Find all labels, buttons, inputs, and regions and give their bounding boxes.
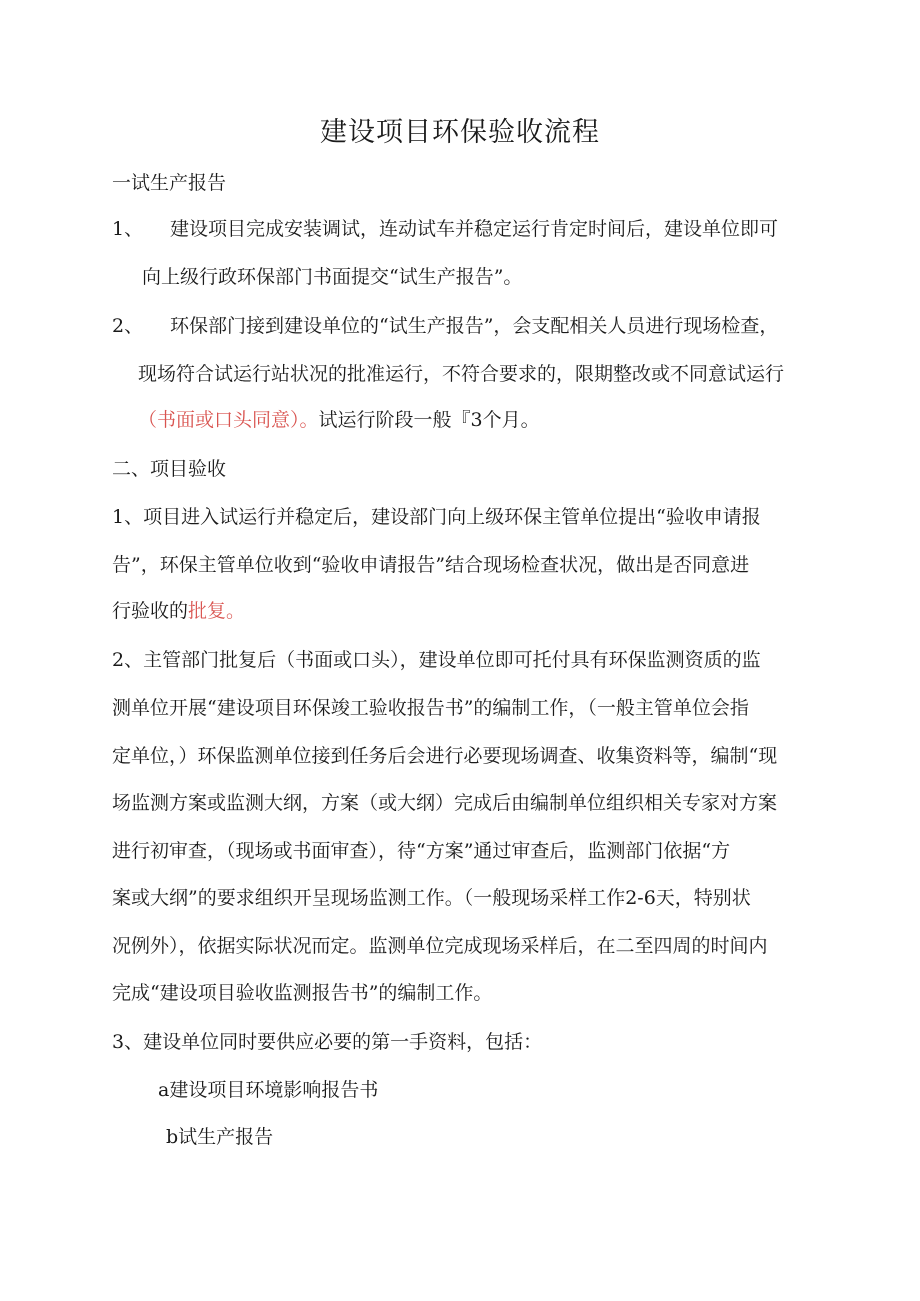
section1-item2-line1 — [112, 313, 778, 339]
section2-item2-line6: 案或大纲”的要求组织开呈现场监测工作。（一般现场采样工作2-6天，特别状 — [112, 887, 751, 909]
section2-heading: 二、项目验收 — [112, 458, 227, 480]
section2-item1-line3-prefix: 行验收的 — [112, 600, 189, 622]
section1-item1-line1 — [112, 216, 778, 242]
section2-item2-line1: 2、主管部门批复后（书面或口头），建设单位即可托付具有环保监测资质的监 — [112, 649, 761, 671]
section2-item2-line3: 定单位，）环保监测单位接到任务后会进行必要现场调查、收集资料等，编制“现 — [112, 745, 778, 767]
section2-item2-line7: 况例外），依据实际状况而定。监测单位完成现场采样后，在二至四周的时间内 — [112, 935, 768, 957]
section1-item1-line2: 向上级行政环保部门书面提交“试生产报告”。 — [142, 266, 523, 288]
section1-item2-number: 2、 — [112, 315, 144, 337]
section2-item1-line2: 告”，环保主管单位收到“验收申请报告”结合现场检查状况，做出是否同意进 — [112, 554, 750, 576]
section2-item1-line1: 1、项目进入试运行并稳定后，建设部门向上级环保主管单位提出“验收申请报 — [112, 506, 761, 528]
section2-item1-line3 — [112, 598, 245, 624]
section2-item2-line2: 测单位开展“建设项目环保竣工验收报告书”的编制工作，（一般主管单位会指 — [112, 697, 749, 719]
approval-word: 批复。 — [188, 600, 246, 622]
page-title: 建设项目环保验收流程 — [320, 117, 600, 148]
section1-item2-line2: 现场符合试运行站状况的批准运行，不符合要求的，限期整改或不同意试运行 — [138, 363, 785, 385]
section2-item2-line5: 进行初审查，（现场或书面审查），待“方案”通过审查后，监测部门依据“方 — [112, 840, 731, 862]
section1-item1-text1: 建设项目完成安装调试，连动试车并稳定运行肯定时间后，建设单位即可 — [170, 218, 779, 240]
section1-heading: 一试生产报告 — [112, 172, 227, 194]
section1-item2-line3 — [138, 407, 540, 433]
section2-item3-line1: 3、建设单位同时要供应必要的第一手资料，包括： — [112, 1031, 543, 1053]
section2-item2-line8: 完成“建设项目验收监测报告书”的编制工作。 — [112, 982, 493, 1004]
materials-item-b: b试生产报告 — [166, 1126, 274, 1148]
section1-item1-number: 1、 — [112, 218, 144, 240]
trial-period-text: 试运行阶段一般『3个月。 — [318, 409, 540, 431]
section2-item2-line4: 场监测方案或监测大纲，方案（或大纲）完成后由编制单位组织相关专家对方案 — [112, 792, 778, 814]
section1-item2-text1: 环保部门接到建设单位的“试生产报告”，会支配相关人员进行现场检查， — [170, 315, 779, 337]
materials-item-a: a建设项目环境影响报告书 — [158, 1079, 379, 1101]
verbal-consent-note: （书面或口头同意）。 — [138, 409, 319, 431]
